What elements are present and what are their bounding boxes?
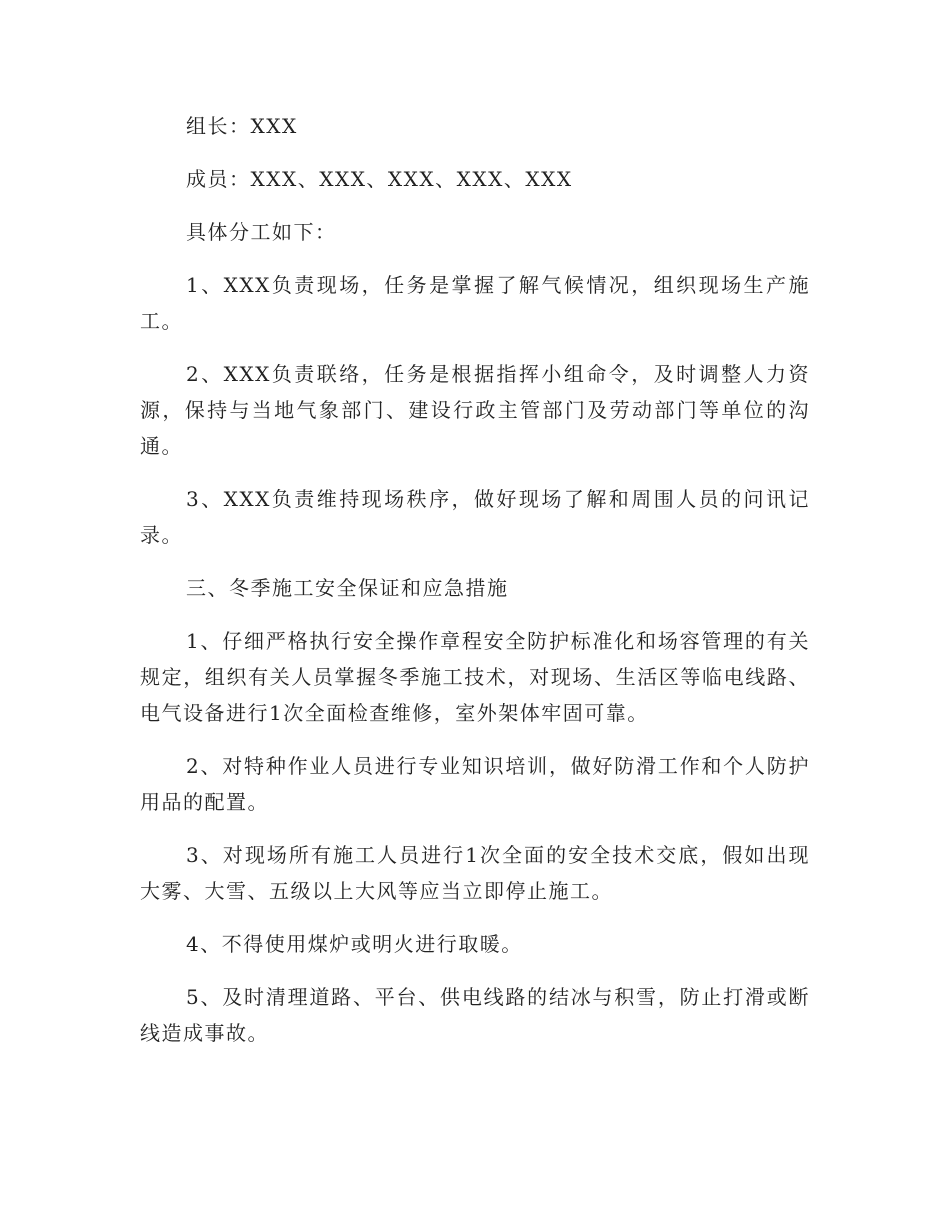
measure-item-3: 3、对现场所有施工人员进行1次全面的安全技术交底，假如出现大雾、大雪、五级以上大风等应当立即停止施工。	[140, 843, 810, 903]
duty-item-3: 3、XXX负责维持现场秩序，做好现场了解和周围人员的问讯记录。	[140, 487, 810, 547]
measure-item-2: 2、对特种作业人员进行专业知识培训，做好防滑工作和个人防护用品的配置。	[140, 754, 810, 814]
division-heading: 具体分工如下：	[186, 220, 337, 244]
measure-item-1: 1、仔细严格执行安全操作章程安全防护标准化和场容管理的有关规定，组织有关人员掌握冬季施工技术，对现场、生活区等临电线路、电气设备进行1次全面检查维修，室外架体牢固可靠。	[140, 629, 810, 725]
section-heading-3: 三、冬季施工安全保证和应急措施	[186, 576, 509, 600]
document-body	[140, 108, 810, 1068]
team-leader-line: 组长：XXX	[186, 114, 298, 138]
measure-item-5: 5、及时清理道路、平台、供电线路的结冰与积雪，防止打滑或断线造成事故。	[140, 985, 810, 1045]
duty-item-2: 2、XXX负责联络，任务是根据指挥小组命令，及时调整人力资源，保持与当地气象部门、建设行政主管部门及劳动部门等单位的沟通。	[140, 362, 810, 458]
measure-item-4: 4、不得使用煤炉或明火进行取暖。	[186, 932, 523, 956]
team-members-line: 成员：XXX、XXX、XXX、XXX、XXX	[186, 167, 573, 191]
duty-item-1: 1、XXX负责现场，任务是掌握了解气候情况，组织现场生产施工。	[140, 273, 810, 333]
